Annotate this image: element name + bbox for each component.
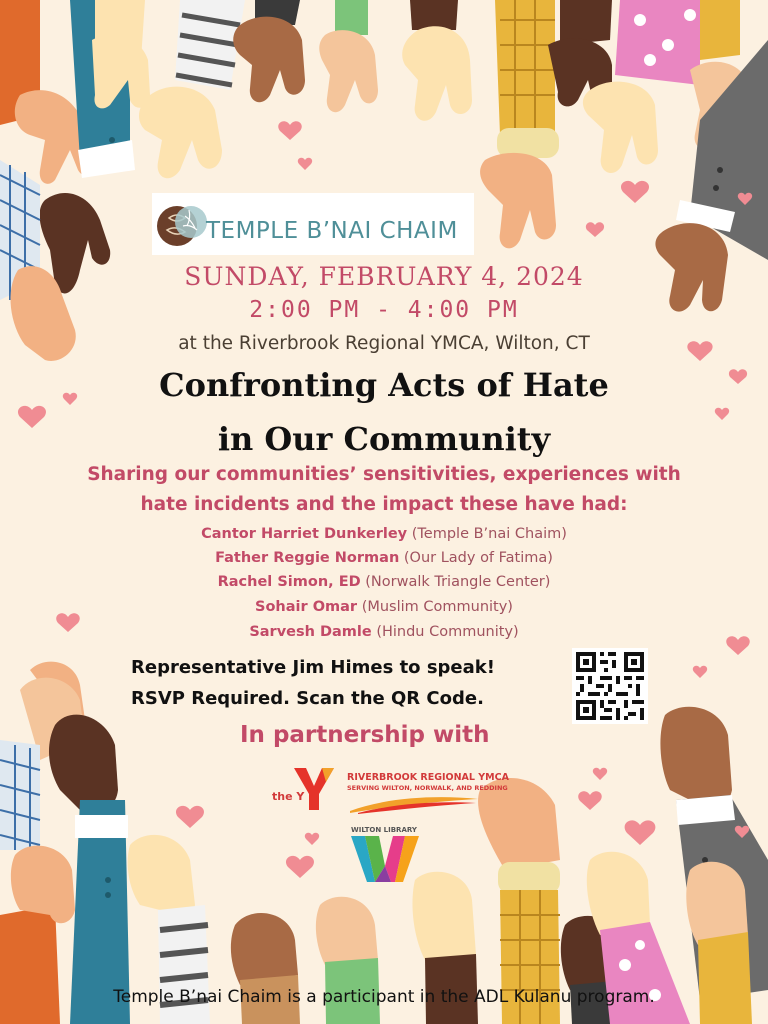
- speaker-affiliation: (Our Lady of Fatima): [403, 550, 553, 566]
- hand-icon: [480, 0, 559, 248]
- event-title: Confronting Acts of Hate: [159, 366, 609, 404]
- speaker-name: Sohair Omar: [255, 599, 358, 615]
- event-title: in Our Community: [217, 420, 551, 458]
- hand-icon: [139, 0, 245, 178]
- temple-logo-icon: [155, 196, 211, 252]
- ymca-logo: [270, 764, 342, 812]
- event-subtitle: hate incidents and the impact these have had:: [140, 494, 628, 515]
- hand-icon: [319, 0, 378, 112]
- library-logo-icon: [351, 836, 419, 884]
- hand-icon: [402, 0, 472, 121]
- speaker-item: [0, 526, 768, 542]
- speaker-item: [0, 624, 768, 640]
- speaker-item: [0, 550, 768, 566]
- event-subtitle: Sharing our communities’ sensitivities, experiences with: [87, 464, 681, 485]
- ymca-name: RIVERBROOK REGIONAL YMCA: [347, 772, 509, 783]
- speaker-affiliation: (Muslim Community): [361, 599, 513, 615]
- qr-code[interactable]: [572, 648, 648, 724]
- speaker-item: [0, 574, 768, 590]
- event-date: SUNDAY, FEBRUARY 4, 2024: [184, 262, 584, 291]
- rsvp-callout: RSVP Required. Scan the QR Code.: [131, 688, 484, 709]
- speaker-name: Rachel Simon, ED: [217, 574, 361, 590]
- ymca-swoosh-icon: [348, 793, 480, 815]
- speaker-item: [0, 599, 768, 615]
- footer-note: Temple B’nai Chaim is a participant in the ADL Kulanu program.: [113, 987, 655, 1007]
- temple-name: TEMPLE B’NAI CHAIM: [206, 218, 458, 244]
- hand-icon: [231, 913, 300, 1024]
- partnership-heading: In partnership with: [240, 722, 490, 748]
- speaker-affiliation: (Hindu Community): [376, 624, 519, 640]
- representative-callout: Representative Jim Himes to speak!: [131, 657, 495, 678]
- speaker-name: Father Reggie Norman: [215, 550, 400, 566]
- speaker-affiliation: (Temple B’nai Chaim): [411, 526, 567, 542]
- speaker-affiliation: (Norwalk Triangle Center): [365, 574, 551, 590]
- library-name: WILTON LIBRARY: [351, 826, 417, 834]
- speaker-name: Sarvesh Damle: [249, 624, 372, 640]
- ymca-tagline: SERVING WILTON, NORWALK, AND REDDING: [347, 784, 508, 792]
- event-time: 2:00 PM - 4:00 PM: [249, 297, 519, 323]
- event-venue: at the Riverbrook Regional YMCA, Wilton, CT: [178, 333, 590, 354]
- speaker-name: Cantor Harriet Dunkerley: [201, 526, 408, 542]
- hand-icon: [0, 740, 40, 850]
- ymca-logo-text: the Y: [272, 790, 305, 803]
- hand-icon: [233, 0, 305, 102]
